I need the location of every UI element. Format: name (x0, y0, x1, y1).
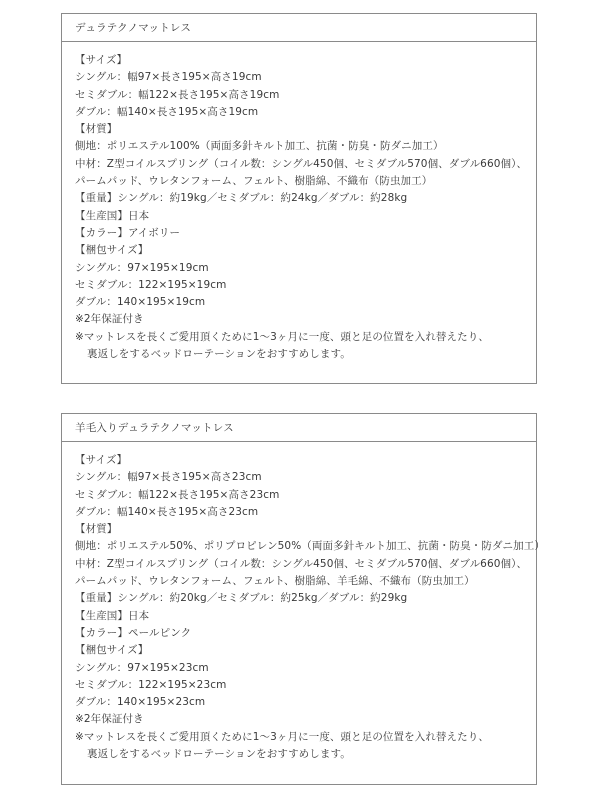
size-semi-double: セミダブル：幅122×長さ195×高さ23cm (75, 488, 280, 501)
material-filling-cont: パームパッド、ウレタンフォーム、フェルト、樹脂綿、不織布（防虫加工） (75, 175, 433, 188)
material-heading: 【材質】 (75, 123, 118, 136)
rotation-note: ※マットレスを長くご愛用頂くために1～3ヶ月に一度、頭と足の位置を入れ替えたり、 (75, 730, 489, 743)
size-single: シングル：幅97×長さ195×高さ19cm (75, 71, 262, 84)
size-heading: 【サイズ】 (75, 454, 128, 466)
package-double: ダブル：140×195×19cm (75, 296, 206, 309)
material-filling-cont: パームパッド、ウレタンフォーム、フェルト、樹脂綿、羊毛綿、不織布（防虫加工） (75, 575, 475, 588)
spec-title: デュラテクノマットレス (62, 14, 536, 42)
color: 【カラー】ペールピンク (75, 626, 192, 639)
origin: 【生産国】日本 (75, 609, 150, 622)
material-heading: 【材質】 (75, 523, 118, 536)
rotation-note-cont: 裏返しをするベッドローテーションをおすすめします。 (87, 348, 351, 361)
size-single: シングル：幅97×長さ195×高さ23cm (75, 471, 262, 484)
rotation-note-cont: 裏返しをするベッドローテーションをおすすめします。 (87, 748, 351, 761)
material-filling: 中材：Z型コイルスプリング（コイル数：シングル450個、セミダブル570個、ダブル660個）、 (75, 157, 528, 170)
package-double: ダブル：140×195×23cm (75, 696, 206, 709)
package-heading: 【梱包サイズ】 (75, 244, 149, 257)
package-semi-double: セミダブル：122×195×23cm (75, 678, 227, 691)
weight: 【重量】シングル：約20kg／セミダブル：約25kg／ダブル：約29kg (75, 592, 408, 605)
spec-box-wool (61, 413, 545, 785)
warranty-note: ※2年保証付き (75, 713, 144, 726)
spec-box-standard (61, 13, 537, 384)
warranty-note: ※2年保証付き (75, 313, 144, 326)
spec-body (62, 42, 536, 363)
rotation-note: ※マットレスを長くご愛用頂くために1～3ヶ月に一度、頭と足の位置を入れ替えたり、 (75, 330, 489, 343)
weight: 【重量】シングル：約19kg／セミダブル：約24kg／ダブル：約28kg (75, 192, 408, 205)
spec-body (62, 442, 545, 763)
size-double: ダブル：幅140×長さ195×高さ19cm (75, 105, 259, 118)
package-single: シングル：97×195×23cm (75, 661, 209, 674)
material-cover: 側地：ポリエステル50%、ポリプロピレン50%（両面多針キルト加工、抗菌・防臭・防ダニ加工） (75, 540, 545, 553)
size-semi-double: セミダブル：幅122×長さ195×高さ19cm (75, 88, 280, 101)
material-filling: 中材：Z型コイルスプリング（コイル数：シングル450個、セミダブル570個、ダブル660個）、 (75, 557, 528, 570)
size-double: ダブル：幅140×長さ195×高さ23cm (75, 505, 259, 518)
origin: 【生産国】日本 (75, 209, 150, 222)
color: 【カラー】アイボリー (75, 226, 181, 239)
material-cover: 側地：ポリエステル100%（両面多針キルト加工、抗菌・防臭・防ダニ加工） (75, 140, 444, 153)
package-semi-double: セミダブル：122×195×19cm (75, 278, 227, 291)
package-single: シングル：97×195×19cm (75, 261, 209, 274)
size-heading: 【サイズ】 (75, 54, 128, 66)
spec-title: 羊毛入りデュラテクノマットレス (62, 414, 536, 442)
package-heading: 【梱包サイズ】 (75, 644, 149, 657)
